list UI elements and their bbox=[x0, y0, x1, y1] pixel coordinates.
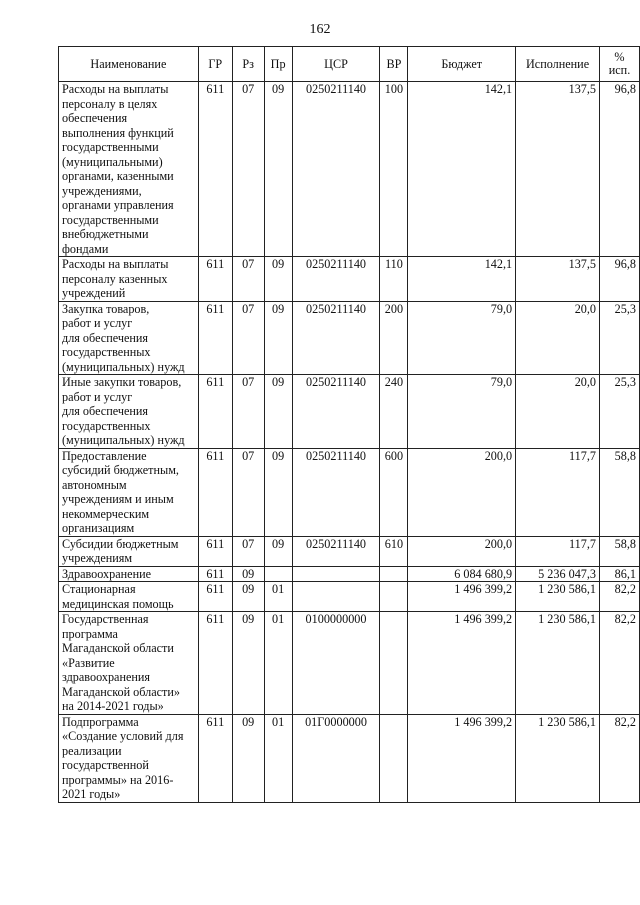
table-row bbox=[59, 375, 640, 449]
table-row bbox=[59, 566, 640, 582]
header-name: Наименование bbox=[59, 47, 199, 82]
cell-csr: 0250211140 bbox=[292, 257, 380, 302]
header-pct: % исп. bbox=[600, 47, 640, 82]
cell-budget: 79,0 bbox=[408, 301, 516, 375]
cell-pr: 01 bbox=[264, 714, 292, 802]
cell-csr: 0250211140 bbox=[292, 448, 380, 536]
header-execution: Исполнение bbox=[516, 47, 600, 82]
cell-csr bbox=[292, 566, 380, 582]
cell-pct: 82,2 bbox=[600, 714, 640, 802]
cell-pr: 09 bbox=[264, 82, 292, 257]
cell-pr: 09 bbox=[264, 375, 292, 449]
cell-csr: 0100000000 bbox=[292, 612, 380, 715]
cell-gr: 611 bbox=[198, 566, 232, 582]
cell-name: Здравоохранение bbox=[59, 566, 199, 582]
cell-pct: 25,3 bbox=[600, 375, 640, 449]
cell-budget: 79,0 bbox=[408, 375, 516, 449]
cell-pr: 01 bbox=[264, 612, 292, 715]
cell-pct: 96,8 bbox=[600, 257, 640, 302]
cell-pct: 96,8 bbox=[600, 82, 640, 257]
table-row bbox=[59, 257, 640, 302]
table-row bbox=[59, 612, 640, 715]
cell-vr: 100 bbox=[380, 82, 408, 257]
cell-pct: 82,2 bbox=[600, 582, 640, 612]
cell-csr: 0250211140 bbox=[292, 301, 380, 375]
table-body bbox=[59, 82, 640, 803]
cell-pr bbox=[264, 566, 292, 582]
cell-execution: 5 236 047,3 bbox=[516, 566, 600, 582]
cell-rz: 09 bbox=[232, 582, 264, 612]
cell-execution: 137,5 bbox=[516, 82, 600, 257]
cell-vr: 200 bbox=[380, 301, 408, 375]
cell-gr: 611 bbox=[198, 301, 232, 375]
cell-gr: 611 bbox=[198, 714, 232, 802]
header-rz: Рз bbox=[232, 47, 264, 82]
cell-name: Иные закупки товаров, работ и услуг для обеспечения государственных (муниципальных) нужд bbox=[59, 375, 199, 449]
cell-execution: 117,7 bbox=[516, 448, 600, 536]
cell-csr: 01Г0000000 bbox=[292, 714, 380, 802]
cell-rz: 07 bbox=[232, 82, 264, 257]
cell-gr: 611 bbox=[198, 612, 232, 715]
cell-name: Государственная программа Магаданской области «Развитие здравоохранения Магаданской области» на 2014-2021 годы» bbox=[59, 612, 199, 715]
header-vr: ВР bbox=[380, 47, 408, 82]
cell-pct: 25,3 bbox=[600, 301, 640, 375]
cell-vr: 240 bbox=[380, 375, 408, 449]
cell-budget: 6 084 680,9 bbox=[408, 566, 516, 582]
header-budget: Бюджет bbox=[408, 47, 516, 82]
cell-execution: 1 230 586,1 bbox=[516, 582, 600, 612]
cell-rz: 07 bbox=[232, 536, 264, 566]
cell-pr: 01 bbox=[264, 582, 292, 612]
cell-execution: 20,0 bbox=[516, 301, 600, 375]
cell-rz: 07 bbox=[232, 257, 264, 302]
cell-budget: 1 496 399,2 bbox=[408, 612, 516, 715]
cell-execution: 137,5 bbox=[516, 257, 600, 302]
cell-gr: 611 bbox=[198, 582, 232, 612]
cell-gr: 611 bbox=[198, 82, 232, 257]
cell-vr bbox=[380, 582, 408, 612]
cell-vr: 600 bbox=[380, 448, 408, 536]
table-row bbox=[59, 448, 640, 536]
cell-budget: 142,1 bbox=[408, 257, 516, 302]
table-row bbox=[59, 82, 640, 257]
cell-pct: 86,1 bbox=[600, 566, 640, 582]
table-row bbox=[59, 536, 640, 566]
cell-budget: 1 496 399,2 bbox=[408, 714, 516, 802]
cell-csr: 0250211140 bbox=[292, 536, 380, 566]
table-row bbox=[59, 582, 640, 612]
cell-csr bbox=[292, 582, 380, 612]
cell-execution: 117,7 bbox=[516, 536, 600, 566]
cell-name: Закупка товаров, работ и услуг для обеспечения государственных (муниципальных) нужд bbox=[59, 301, 199, 375]
cell-name: Расходы на выплаты персоналу казенных учреждений bbox=[59, 257, 199, 302]
cell-budget: 1 496 399,2 bbox=[408, 582, 516, 612]
cell-execution: 1 230 586,1 bbox=[516, 612, 600, 715]
cell-pr: 09 bbox=[264, 448, 292, 536]
header-pr: Пр bbox=[264, 47, 292, 82]
cell-pr: 09 bbox=[264, 257, 292, 302]
header-gr: ГР bbox=[198, 47, 232, 82]
cell-gr: 611 bbox=[198, 257, 232, 302]
cell-vr: 110 bbox=[380, 257, 408, 302]
cell-name: Субсидии бюджетным учреждениям bbox=[59, 536, 199, 566]
cell-csr: 0250211140 bbox=[292, 82, 380, 257]
cell-pct: 82,2 bbox=[600, 612, 640, 715]
cell-gr: 611 bbox=[198, 375, 232, 449]
cell-name: Стационарная медицинская помощь bbox=[59, 582, 199, 612]
cell-name: Подпрограмма «Создание условий для реализации государственной программы» на 2016- 2021 годы» bbox=[59, 714, 199, 802]
cell-vr bbox=[380, 714, 408, 802]
cell-pct: 58,8 bbox=[600, 536, 640, 566]
cell-rz: 09 bbox=[232, 566, 264, 582]
cell-execution: 20,0 bbox=[516, 375, 600, 449]
cell-rz: 09 bbox=[232, 714, 264, 802]
cell-gr: 611 bbox=[198, 448, 232, 536]
cell-vr: 610 bbox=[380, 536, 408, 566]
cell-gr: 611 bbox=[198, 536, 232, 566]
cell-vr bbox=[380, 566, 408, 582]
cell-vr bbox=[380, 612, 408, 715]
cell-name: Предоставление субсидий бюджетным, автономным учреждениям и иным некоммерческим организациям bbox=[59, 448, 199, 536]
cell-rz: 09 bbox=[232, 612, 264, 715]
cell-rz: 07 bbox=[232, 448, 264, 536]
cell-rz: 07 bbox=[232, 301, 264, 375]
cell-pr: 09 bbox=[264, 301, 292, 375]
cell-rz: 07 bbox=[232, 375, 264, 449]
page-number: 162 bbox=[309, 22, 331, 37]
cell-csr: 0250211140 bbox=[292, 375, 380, 449]
cell-pct: 58,8 bbox=[600, 448, 640, 536]
table-header-row bbox=[59, 47, 640, 82]
cell-budget: 200,0 bbox=[408, 448, 516, 536]
table-row bbox=[59, 301, 640, 375]
cell-execution: 1 230 586,1 bbox=[516, 714, 600, 802]
table-row bbox=[59, 714, 640, 802]
budget-table bbox=[58, 46, 640, 803]
cell-pr: 09 bbox=[264, 536, 292, 566]
cell-budget: 200,0 bbox=[408, 536, 516, 566]
cell-name: Расходы на выплаты персоналу в целях обеспечения выполнения функций государственными (муниципальными) органами, казенными учреждениями, органами управления государственными внебюджетными фондами bbox=[59, 82, 199, 257]
cell-budget: 142,1 bbox=[408, 82, 516, 257]
header-csr: ЦСР bbox=[292, 47, 380, 82]
